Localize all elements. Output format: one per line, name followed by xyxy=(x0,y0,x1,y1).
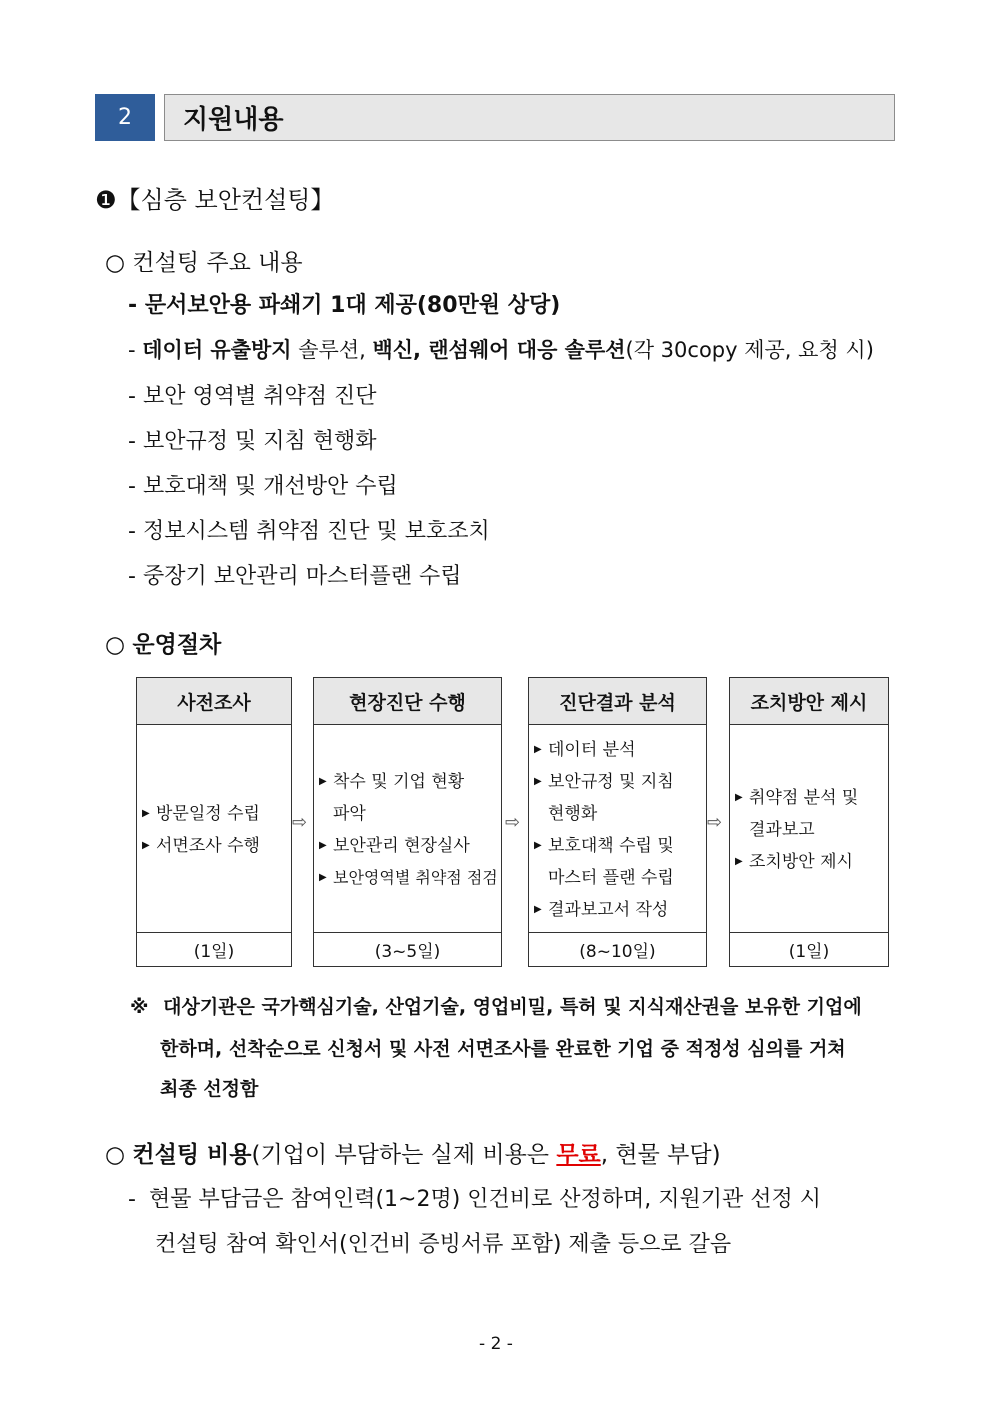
step-title: 사전조사 xyxy=(137,678,291,725)
step-duration: (1일) xyxy=(137,932,291,966)
note-line-3: 최종 선정함 xyxy=(160,1078,259,1100)
section-number: 2 xyxy=(95,94,155,141)
cost-detail-line-2: 컨설팅 참여 확인서(인건비 증빙서류 포함) 제출 등으로 갈음 xyxy=(155,1232,732,1257)
step-item-text: 보호대책 수립 및 xyxy=(548,835,674,856)
dash: - xyxy=(128,1187,136,1212)
consulting-contents-label: 컨설팅 주요 내용 xyxy=(132,250,303,276)
step-body xyxy=(137,725,291,934)
item-text: 솔루션, xyxy=(291,338,373,362)
step-title: 진단결과 분석 xyxy=(529,678,706,725)
list-item xyxy=(128,334,874,364)
triangle-icon: ▶ xyxy=(319,871,327,883)
dash: - xyxy=(128,338,136,362)
item-text: 문서보안용 파쇄기 1대 제공(80만원 상당) xyxy=(144,293,561,318)
step-item xyxy=(142,830,285,862)
dash: - xyxy=(128,384,136,409)
list-item xyxy=(128,514,490,545)
list-item xyxy=(128,559,461,590)
step-box-measures xyxy=(729,677,889,967)
section-title-text: 지원내용 xyxy=(183,105,284,135)
step-box-analysis xyxy=(528,677,707,967)
step-item xyxy=(534,830,700,862)
item-text: 정보시스템 취약점 진단 및 보호조치 xyxy=(142,519,490,544)
cost-label: 컨설팅 비용 xyxy=(132,1142,252,1168)
step-duration: (1일) xyxy=(730,932,888,966)
triangle-icon: ▶ xyxy=(319,839,327,851)
cost-detail-text: 현물 부담금은 참여인력(1~2명) 인건비로 산정하며, 지원기관 선정 시 xyxy=(148,1187,822,1212)
dash: - xyxy=(128,564,136,589)
note-line-1 xyxy=(130,992,862,1019)
step-item-text: 방문일정 수립 xyxy=(156,803,260,824)
dash: - xyxy=(128,519,136,544)
item-text: 중장기 보안관리 마스터플랜 수립 xyxy=(142,564,462,589)
triangle-icon: ▶ xyxy=(319,775,327,787)
procedure-label: 운영절차 xyxy=(132,632,222,658)
dash: - xyxy=(128,429,136,454)
section-title xyxy=(164,94,895,141)
bullet-circle: ○ xyxy=(105,1142,126,1168)
step-box-onsite xyxy=(313,677,502,967)
step-body xyxy=(730,725,888,934)
triangle-icon: ▶ xyxy=(534,775,542,787)
triangle-icon: ▶ xyxy=(534,903,542,915)
triangle-icon: ▶ xyxy=(534,839,542,851)
step-item-text: 데이터 분석 xyxy=(548,739,636,760)
bullet-circle: ○ xyxy=(105,632,126,658)
step-item-text: 보안규정 및 지침 xyxy=(548,771,674,792)
triangle-icon: ▶ xyxy=(534,743,542,755)
step-item-text: 결과보고서 작성 xyxy=(548,899,669,920)
triangle-icon: ▶ xyxy=(735,791,743,803)
cost-title xyxy=(105,1136,721,1169)
note-line-2: 한하며, 선착순으로 신청서 및 사전 서면조사를 완료한 기업 중 적정성 심의를 거쳐 xyxy=(160,1038,846,1060)
arrow-right-icon: ⇨ xyxy=(292,812,308,833)
step-item xyxy=(735,782,882,814)
step-body xyxy=(314,725,501,934)
arrow-right-icon: ⇨ xyxy=(505,812,521,833)
step-item-text: 조치방안 제시 xyxy=(749,851,853,872)
free-highlight: 무료 xyxy=(556,1142,601,1168)
cost-paren-open: (기업이 부담하는 실제 비용은 xyxy=(251,1142,557,1168)
dash: - xyxy=(128,474,136,499)
step-duration: (3~5일) xyxy=(314,932,501,966)
step-item-text: 착수 및 기업 현황 xyxy=(333,771,465,792)
step-item-text: 보안관리 현장실사 xyxy=(333,835,470,856)
step-item xyxy=(534,734,700,766)
step-item xyxy=(534,766,700,798)
list-item xyxy=(128,424,376,455)
step-item-continuation: 현행화 xyxy=(548,803,598,824)
triangle-icon: ▶ xyxy=(735,855,743,867)
step-item xyxy=(319,830,495,862)
step-item xyxy=(319,862,498,894)
step-item xyxy=(534,894,700,926)
bullet-circle: ○ xyxy=(105,250,126,276)
triangle-icon: ▶ xyxy=(142,839,150,851)
heading-label: 【심층 보안컨설팅】 xyxy=(116,186,335,214)
item-text: 보안규정 및 지침 현행화 xyxy=(142,429,377,454)
step-item-text: 보안영역별 취약점 점검 xyxy=(333,867,498,887)
note-mark: ※ xyxy=(130,996,149,1018)
triangle-icon: ▶ xyxy=(142,807,150,819)
procedure-title xyxy=(105,626,221,659)
step-item-continuation: 파악 xyxy=(333,803,366,824)
step-title: 현장진단 수행 xyxy=(314,678,501,725)
step-item-continuation: 결과보고 xyxy=(749,819,815,840)
item-text: 보호대책 및 개선방안 수립 xyxy=(142,474,398,499)
item-text: (각 30copy 제공, 요청 시) xyxy=(625,338,874,362)
item-text: 보안 영역별 취약점 진단 xyxy=(142,384,377,409)
step-box-survey xyxy=(136,677,292,967)
step-item-text: 취약점 분석 및 xyxy=(749,787,859,808)
note-text: 대상기관은 국가핵심기술, 산업기술, 영업비밀, 특허 및 지식재산권을 보유한 기업에 xyxy=(163,996,862,1018)
step-item xyxy=(735,846,882,878)
heading-marker: ❶ xyxy=(95,186,117,214)
step-duration: (8~10일) xyxy=(529,932,706,966)
step-item xyxy=(319,766,495,798)
step-item xyxy=(142,798,285,830)
subsection-heading xyxy=(95,180,334,215)
list-item xyxy=(128,469,398,500)
dash: - xyxy=(128,293,138,318)
item-text-bold: 백신, 랜섬웨어 대응 솔루션 xyxy=(372,338,626,362)
step-item-continuation: 마스터 플랜 수립 xyxy=(548,867,674,888)
list-item xyxy=(128,288,560,319)
cost-paren-close: , 현물 부담) xyxy=(600,1142,721,1168)
step-item-text: 서면조사 수행 xyxy=(156,835,260,856)
consulting-contents-title xyxy=(105,244,303,277)
step-title: 조치방안 제시 xyxy=(730,678,888,725)
item-text-bold: 데이터 유출방지 xyxy=(142,338,292,362)
list-item xyxy=(128,379,376,410)
arrow-right-icon: ⇨ xyxy=(707,812,723,833)
step-body xyxy=(529,725,706,934)
cost-detail-line-1 xyxy=(128,1182,821,1213)
page-number: - 2 - xyxy=(479,1334,513,1354)
